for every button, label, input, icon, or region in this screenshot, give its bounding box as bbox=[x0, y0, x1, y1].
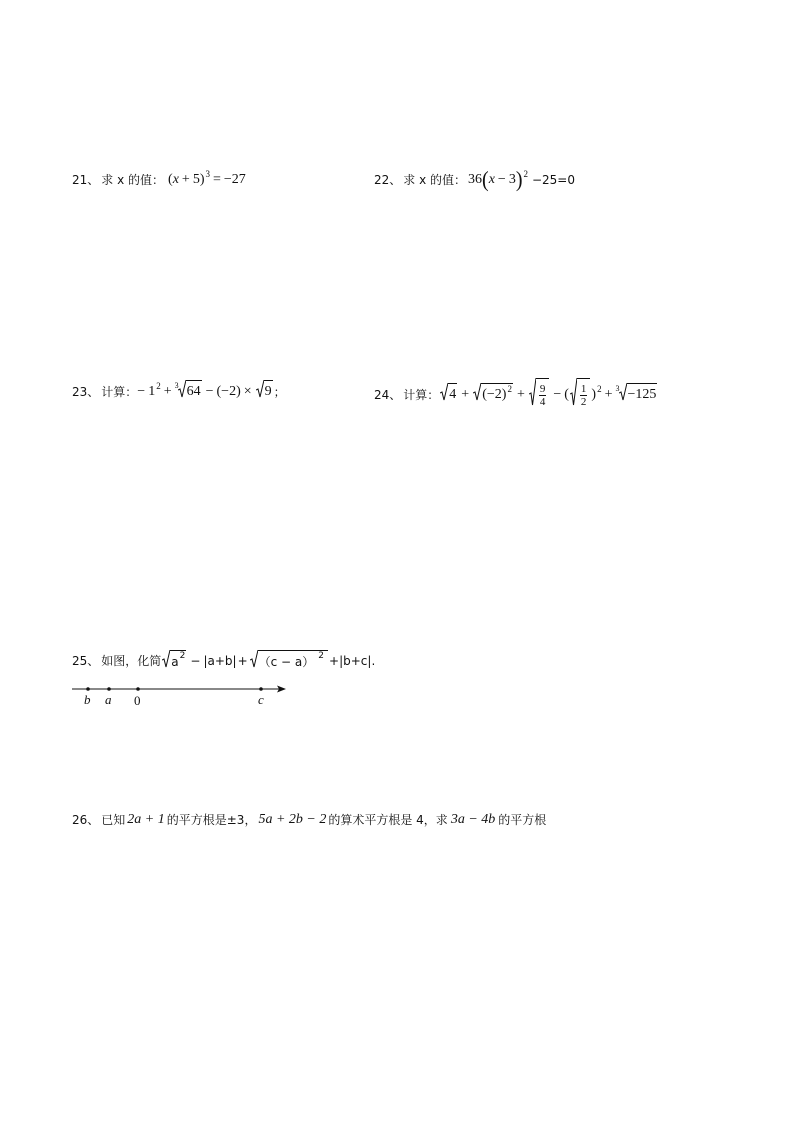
numerator: 1 bbox=[580, 382, 587, 395]
plus-sign: + bbox=[604, 386, 613, 402]
plus-sign: + bbox=[163, 383, 172, 399]
paren-close: ) bbox=[515, 167, 523, 193]
label-c: c bbox=[258, 692, 264, 707]
exponent: 3 bbox=[205, 169, 210, 179]
question-number: 26、 bbox=[72, 813, 100, 827]
expression bbox=[137, 380, 285, 403]
paren-open: ( bbox=[168, 172, 173, 187]
negative-two: (−2) bbox=[216, 383, 241, 399]
variable-x: x bbox=[488, 172, 495, 187]
period: . bbox=[371, 654, 376, 668]
question-24 bbox=[374, 378, 658, 411]
times-sign: × bbox=[243, 383, 252, 399]
radical-sign bbox=[529, 378, 536, 411]
root-index: 3 bbox=[174, 380, 179, 390]
label-a: a bbox=[105, 692, 112, 707]
question-number: 25、 bbox=[72, 654, 100, 668]
radical-sign bbox=[250, 650, 258, 672]
radical-sign bbox=[256, 380, 264, 403]
question-26 bbox=[72, 812, 546, 828]
paren-open: ( bbox=[482, 167, 489, 193]
expression bbox=[161, 650, 375, 672]
coefficient: 36 bbox=[468, 172, 483, 187]
minus-sign: − bbox=[137, 383, 146, 399]
negative-two: (−2) bbox=[482, 387, 507, 402]
constant: 5 bbox=[192, 172, 200, 187]
exponent: 2 bbox=[156, 380, 161, 391]
question-prompt: 求 x 的值： bbox=[101, 173, 165, 187]
radicand bbox=[170, 650, 186, 672]
square-root bbox=[256, 380, 273, 403]
question-prompt: 如图，化简 bbox=[101, 654, 162, 668]
radicand: 9 bbox=[264, 380, 273, 403]
radical-sign bbox=[619, 383, 627, 406]
square-root bbox=[162, 650, 186, 672]
question-text: 的算术平方根是 4，求 bbox=[328, 813, 448, 827]
paren-close: ) bbox=[591, 386, 597, 402]
question-text: 的平方根 bbox=[498, 813, 547, 827]
point-b bbox=[86, 687, 90, 691]
expression-5a-2b-2: 5a + 2b − 2 bbox=[258, 812, 327, 827]
radicand: −125 bbox=[627, 383, 658, 406]
question-text: 已知 bbox=[101, 813, 126, 827]
absolute-value: |b+c| bbox=[339, 654, 372, 668]
exponent: 2 bbox=[318, 650, 325, 661]
expression-2a-plus-1: 2a + 1 bbox=[127, 812, 165, 827]
question-prompt: 计算： bbox=[403, 387, 440, 402]
number-line bbox=[70, 680, 292, 712]
plus-sign: + bbox=[181, 172, 190, 187]
question-25 bbox=[72, 650, 375, 672]
question-number: 22、 bbox=[374, 173, 402, 187]
expression bbox=[439, 378, 658, 411]
square-root bbox=[250, 650, 328, 672]
radicand bbox=[481, 383, 513, 406]
fraction bbox=[580, 383, 588, 408]
radical-sign bbox=[570, 378, 577, 411]
exponent: 2 bbox=[523, 169, 528, 179]
question-number: 21、 bbox=[72, 173, 100, 187]
semicolon: ； bbox=[273, 384, 286, 399]
plus-sign: + bbox=[329, 654, 340, 668]
tail-expression: −25=0 bbox=[531, 173, 575, 187]
question-number: 24、 bbox=[374, 387, 402, 402]
question-prompt: 求 x 的值： bbox=[403, 173, 467, 187]
paren-close: ) bbox=[199, 172, 205, 187]
paren-open: ( bbox=[564, 386, 569, 402]
plus-sign: + bbox=[237, 654, 248, 668]
radicand bbox=[258, 650, 328, 672]
radicand: 4 bbox=[448, 383, 457, 406]
radical-sign bbox=[440, 383, 448, 406]
exponent: 2 bbox=[507, 384, 512, 394]
rhs-value: −27 bbox=[223, 172, 246, 187]
cube-root bbox=[178, 380, 202, 403]
variable-x: x bbox=[172, 172, 179, 187]
question-text: 的平方根是±3， bbox=[166, 813, 257, 827]
radical-sign bbox=[178, 380, 186, 403]
minus-sign: − bbox=[190, 654, 201, 668]
exponent: 2 bbox=[597, 383, 602, 394]
square-root bbox=[529, 378, 550, 411]
square-root bbox=[440, 383, 457, 406]
radical-sign bbox=[473, 383, 481, 406]
label-b: b bbox=[84, 692, 91, 707]
equation bbox=[164, 169, 246, 188]
question-23 bbox=[72, 380, 286, 403]
equals-sign: = bbox=[212, 172, 221, 187]
exponent: 2 bbox=[179, 650, 186, 661]
constant: 3 bbox=[508, 172, 516, 187]
base-one: 1 bbox=[148, 383, 156, 399]
plus-sign: + bbox=[516, 386, 525, 402]
minus-sign: − bbox=[553, 386, 562, 402]
question-22 bbox=[374, 167, 575, 193]
square-root bbox=[570, 378, 591, 411]
minus-sign: − bbox=[205, 383, 214, 399]
question-number: 23、 bbox=[72, 384, 100, 399]
cube-root bbox=[619, 383, 658, 406]
label-0: 0 bbox=[134, 693, 141, 708]
denominator: 4 bbox=[539, 395, 546, 408]
point-a bbox=[107, 687, 111, 691]
point-0 bbox=[136, 687, 140, 691]
variable-a: a bbox=[171, 654, 179, 669]
fraction bbox=[539, 383, 547, 408]
radical-sign bbox=[162, 650, 170, 672]
radicand: 64 bbox=[186, 380, 202, 403]
denominator: 2 bbox=[580, 395, 587, 408]
plus-sign: + bbox=[461, 386, 470, 402]
radicand bbox=[577, 378, 591, 411]
expression-3a-4b: 3a − 4b bbox=[450, 812, 496, 827]
point-c bbox=[259, 687, 263, 691]
absolute-value: |a+b| bbox=[203, 654, 237, 668]
square-root bbox=[473, 383, 513, 406]
question-21 bbox=[72, 169, 246, 188]
difference-c-a: （c − a） bbox=[258, 654, 315, 669]
numerator: 9 bbox=[539, 382, 546, 395]
root-index: 3 bbox=[615, 383, 620, 393]
radicand bbox=[536, 378, 550, 411]
equation bbox=[466, 167, 575, 193]
minus-sign: − bbox=[497, 172, 506, 187]
question-prompt: 计算： bbox=[101, 384, 138, 399]
